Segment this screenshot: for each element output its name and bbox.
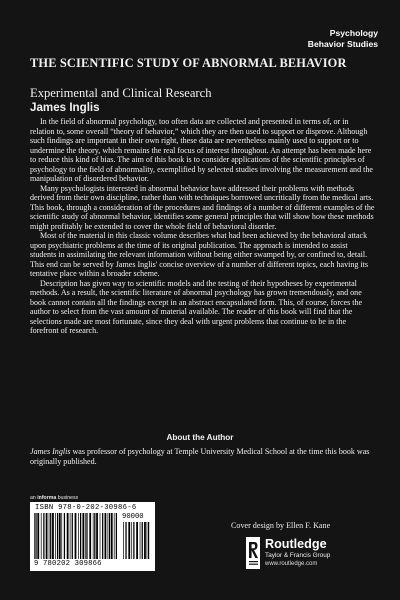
barcode-bar bbox=[82, 513, 84, 559]
barcode-bar bbox=[61, 513, 62, 559]
book-title: THE SCIENTIFIC STUDY OF ABNORMAL BEHAVIOR bbox=[30, 56, 347, 70]
blurb bbox=[30, 117, 375, 336]
barcode-bar bbox=[93, 513, 94, 559]
blurb-paragraph: In the field of abnormal psychology, too often data are collected and presented in terms of, or in relation to, some overall “theory of behavior,” which they are then used to support or disprove. Although such findings are important in their own right, these data are nevertheless mainly used to support or to undermine the theory, which remains the real focus of interest throughout. An attempt has been made here to reduce this kind of bias. The aim of this book is to consider applications of the scientific principles of psychology to the field of abnormality, exemplified by selected studies involving the measurement and the manipulation of disordered behavior. bbox=[30, 117, 373, 183]
barcode-bar bbox=[86, 513, 87, 559]
barcode-bar bbox=[70, 513, 71, 559]
barcode-bar bbox=[123, 522, 124, 559]
informa-business-line bbox=[30, 495, 156, 501]
blurb-paragraph: Most of the material in this classic volume describes what had been achieved by the behavioral attack upon psychiatric problems at the time of its original publication. The approach is intended to assist students in assimilating the relevant information without being either swamped by, or confined to, detail. This end can be served by James Inglis' concise overview of a number of different topics, each having its tentative place within a broader scheme. bbox=[30, 231, 369, 278]
barcode-bars bbox=[34, 513, 118, 559]
barcode-bar bbox=[72, 513, 73, 559]
cover-design-credit: Cover design by Ellen F. Kane bbox=[231, 521, 331, 530]
barcode-bar bbox=[75, 513, 77, 559]
barcode-bar bbox=[100, 513, 101, 559]
about-author-bio: was professor of psychology at Temple University Medical School at the time this book was originally published. bbox=[30, 447, 370, 466]
barcode-bar bbox=[67, 513, 69, 559]
barcode-bar bbox=[108, 513, 109, 559]
barcode-bar bbox=[125, 522, 126, 559]
series-line-2: Behavior Studies bbox=[307, 39, 378, 49]
barcode-bar bbox=[96, 513, 98, 559]
barcode-bar bbox=[43, 513, 44, 559]
barcode-bar bbox=[46, 513, 48, 559]
barcode-bar bbox=[147, 522, 148, 559]
blurb-paragraph: Description has given way to scientific models and the testing of their hypotheses by experimental methods. As a result, the scientific literature of abnormal psychology has grown tremendously, and one book cannot contain all the findings except in an abstract encapsulated form. This, of course, forces the author to select from the vast amount of material available. The reader of this book will find that the selections made are most fortunate, since they deal with urgent problems that continue to be in the forefront of research. bbox=[30, 278, 363, 335]
barcode-bar bbox=[41, 513, 42, 559]
series-label bbox=[268, 28, 378, 50]
about-author-heading: About the Author bbox=[166, 433, 234, 442]
routledge-logo-icon bbox=[246, 537, 260, 569]
barcode-bar bbox=[64, 513, 65, 559]
barcode-bar bbox=[57, 513, 58, 559]
informa-suffix: business bbox=[56, 495, 79, 501]
barcode-addon-digits: 90000 bbox=[122, 513, 144, 521]
about-author-text bbox=[30, 447, 375, 466]
barcode-bar bbox=[37, 513, 39, 559]
barcode-bar bbox=[59, 513, 61, 559]
barcode bbox=[30, 502, 155, 571]
blurb-paragraph: Many psychologists interested in abnormal behavior have addressed their problems with methods derived from their own discipline, rather than with techniques borrowed uncritically from the medical arts. This book, through a consideration of the procedures and findings of a number of different examples of the scientific study of abnormal behavior, identifies some general principles that will show how these methods might profitably be extended to cover the whole field of behavioral disorder. bbox=[30, 183, 375, 231]
publisher-url: www.routledge.com bbox=[265, 561, 318, 567]
publisher-group: Taylor & Francis Group bbox=[265, 552, 331, 559]
barcode-bar bbox=[142, 522, 143, 559]
barcode-bar bbox=[105, 513, 107, 559]
barcode-bar bbox=[80, 513, 81, 559]
barcode-bar bbox=[94, 513, 95, 559]
barcode-bar bbox=[114, 513, 115, 559]
barcode-bar bbox=[128, 522, 130, 559]
book-author: James Inglis bbox=[30, 101, 100, 114]
barcode-bar bbox=[140, 522, 141, 559]
barcode-bar bbox=[133, 522, 134, 559]
barcode-bar bbox=[116, 513, 117, 559]
barcode-bar bbox=[148, 522, 149, 559]
barcode-bar bbox=[144, 522, 146, 559]
book-subtitle: Experimental and Clinical Research bbox=[30, 86, 212, 100]
barcode-bar bbox=[102, 513, 103, 559]
barcode-addon-bars bbox=[123, 522, 151, 559]
barcode-bar bbox=[111, 513, 113, 559]
publisher-name: Routledge bbox=[265, 537, 327, 551]
barcode-bar bbox=[85, 513, 86, 559]
barcode-bar bbox=[50, 513, 51, 559]
isbn-label: ISBN 978-0-202-30986-6 bbox=[35, 504, 137, 512]
barcode-bar bbox=[89, 513, 91, 559]
barcode-bar bbox=[35, 513, 36, 559]
barcode-bar bbox=[109, 513, 110, 559]
publisher-block bbox=[246, 537, 386, 577]
barcode-bar bbox=[49, 513, 50, 559]
barcode-bar bbox=[131, 522, 132, 559]
barcode-bar bbox=[78, 513, 79, 559]
about-author-name: James Inglis bbox=[30, 447, 71, 456]
barcode-bar bbox=[55, 513, 56, 559]
barcode-bar bbox=[34, 513, 35, 559]
barcode-bar bbox=[52, 513, 54, 559]
barcode-bar bbox=[136, 522, 138, 559]
informa-prefix: an bbox=[30, 495, 38, 501]
series-line-1: Psychology bbox=[329, 28, 378, 38]
barcode-digits: 9 780202 309866 bbox=[34, 560, 102, 568]
informa-name: informa bbox=[37, 495, 57, 501]
